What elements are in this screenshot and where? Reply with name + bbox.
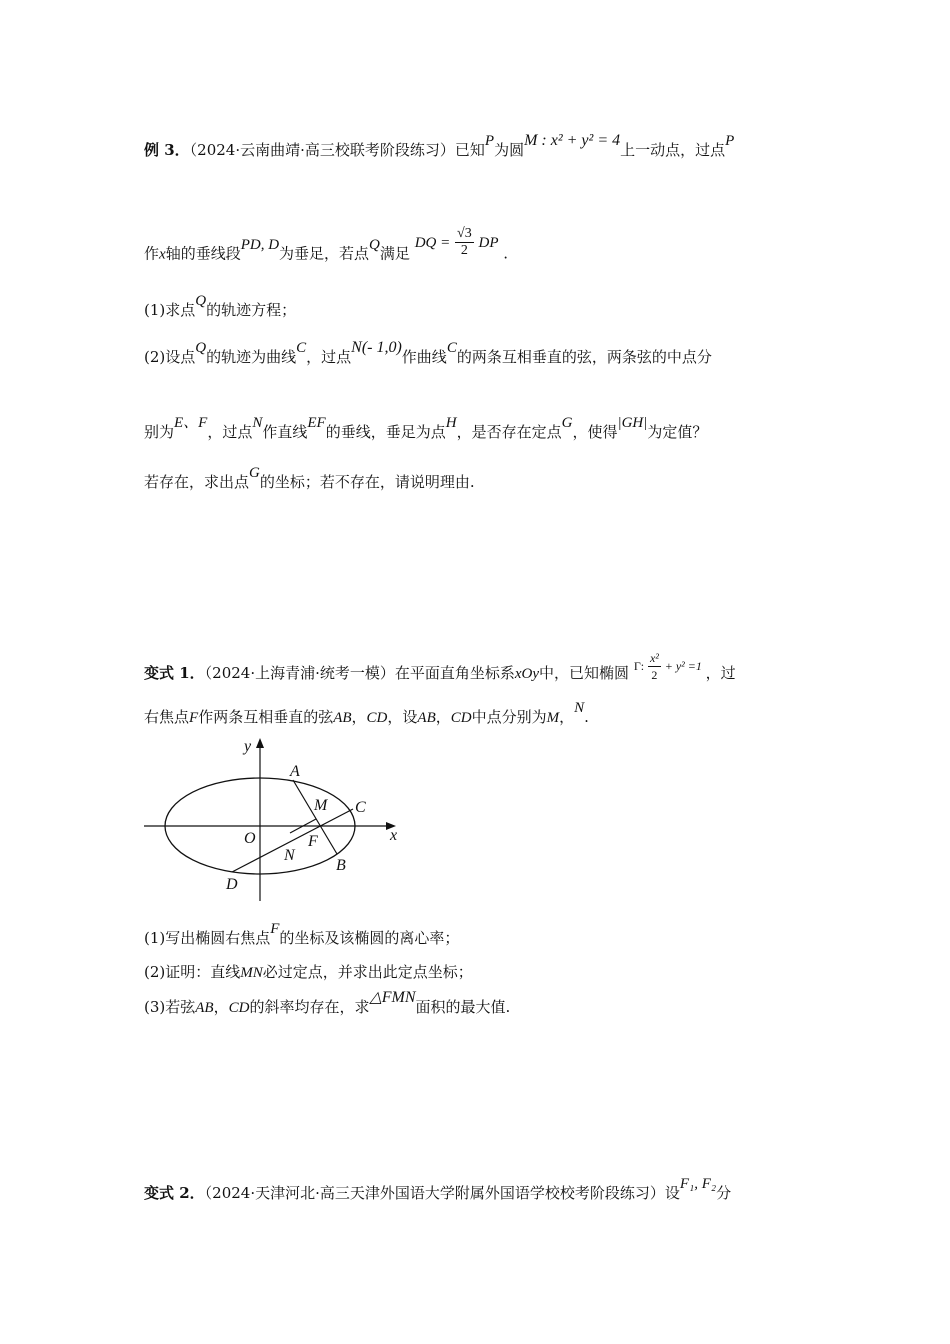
text: 的轨迹为曲线 — [206, 348, 297, 366]
text: 上一动点，过点 — [620, 141, 726, 159]
text: 分 — [716, 1184, 732, 1202]
text: (1)求点 — [144, 301, 196, 319]
text: 中点分别为 — [471, 708, 547, 726]
dq: DQ = — [414, 234, 451, 251]
abs-gh: |GH| — [617, 415, 648, 431]
chord-cd: CD — [366, 710, 388, 726]
equation-rest: + y² =1 — [664, 659, 702, 673]
denominator: 2 — [460, 243, 468, 258]
label-f: F — [308, 833, 318, 850]
foci-f1-f2: F₁, F₂ — [679, 1176, 717, 1192]
text: ，使得 — [572, 423, 618, 441]
var1-source: （2024·上海青浦·统考一模）在平面直角坐标系 — [204, 664, 515, 682]
label-a: A — [290, 763, 300, 780]
point-p: P — [725, 133, 735, 149]
text: ，是否存在定点 — [456, 423, 562, 441]
numerator: x² — [649, 651, 659, 665]
var1-line1 — [144, 651, 736, 691]
ex3-q2-line2 — [144, 415, 708, 443]
text: ， — [435, 708, 451, 726]
text: (2)设点 — [144, 348, 196, 366]
text: (3)若弦 — [144, 998, 196, 1016]
text: 为垂足，若点 — [279, 244, 370, 263]
ellipse-equation — [633, 651, 706, 682]
chord-cd: CD — [450, 710, 472, 726]
numerator: √3 — [457, 226, 472, 241]
text: ，设 — [387, 708, 418, 726]
text: ，过点 — [207, 423, 253, 441]
text: 的斜率均存在，求 — [249, 998, 370, 1016]
label-y: y — [244, 738, 252, 755]
var2-line1 — [144, 1176, 732, 1204]
label-o: O — [244, 830, 256, 847]
text: 作曲线 — [401, 348, 447, 366]
line-ef: EF — [307, 415, 326, 431]
text: . — [584, 708, 589, 726]
text: 的两条互相垂直的弦，两条弦的中点分 — [456, 348, 712, 366]
chord-ab: AB — [417, 710, 436, 726]
midpoint-n: N — [574, 700, 585, 716]
dq-equation — [414, 226, 504, 258]
gamma: Γ: — [633, 659, 645, 673]
var1-label: 变式 1． — [144, 664, 205, 682]
point-h: H — [445, 415, 457, 431]
y-axis-arrow — [256, 738, 264, 748]
text: 作 — [144, 244, 160, 263]
var-x: x — [159, 246, 166, 263]
text: ， — [213, 998, 229, 1016]
segment-pd: PD, D — [240, 236, 280, 253]
coord-system: xOy — [514, 666, 540, 682]
ex3-line1 — [144, 132, 735, 161]
label-x: x — [390, 827, 398, 844]
text: ， — [559, 708, 575, 726]
line-mn: MN — [240, 965, 263, 981]
text: 作两条互相垂直的弦 — [198, 708, 334, 726]
chord-cd: CD — [228, 1000, 250, 1016]
point-q: Q — [195, 293, 207, 309]
text: 的坐标及该椭圆的离心率； — [279, 929, 460, 947]
text: ，过点 — [306, 348, 352, 366]
point-p: P — [484, 133, 495, 149]
text: 右焦点 — [144, 708, 190, 726]
chord-ab: AB — [333, 710, 352, 726]
text: . — [503, 244, 509, 263]
text: 必过定点，并求出此定点坐标； — [262, 963, 473, 981]
text: 为圆 — [494, 141, 525, 159]
var2-source: （2024·天津河北·高三天津外国语大学附属外国语学校校考阶段练习）设 — [204, 1184, 680, 1202]
ex3-q2-line1 — [144, 339, 712, 368]
point-q: Q — [369, 236, 380, 253]
midpoint-m: M — [546, 710, 560, 726]
ex3-source: （2024·云南曲靖·高三校联考阶段练习）已知 — [189, 141, 485, 159]
label-b: B — [336, 857, 346, 874]
text: ， — [351, 708, 367, 726]
ex3-label: 例 3． — [144, 141, 190, 159]
point-n: N — [252, 415, 263, 431]
fraction — [648, 650, 661, 683]
label-c: C — [355, 799, 366, 816]
triangle-fmn: △FMN — [369, 989, 416, 1006]
point-n-coords: N(- 1,0) — [351, 339, 402, 356]
var2-label: 变式 2． — [144, 1184, 205, 1202]
text: ，过 — [705, 664, 736, 682]
circle-equation: M : x² + y² = 4 — [524, 132, 621, 149]
points-ef: E、F — [174, 415, 208, 431]
var1-q3 — [144, 989, 511, 1018]
var1-q1 — [144, 921, 460, 949]
var1-line2 — [144, 700, 589, 728]
text: 若存在，求出点 — [144, 473, 250, 491]
denominator: 2 — [651, 668, 658, 682]
label-m: M — [314, 797, 328, 814]
text: 的轨迹方程； — [206, 301, 297, 319]
text: 的坐标；若不存在，请说明理由. — [259, 473, 475, 491]
curve-c: C — [296, 340, 307, 356]
text: 的垂线，垂足为点 — [325, 423, 446, 441]
text: 面积的最大值. — [415, 998, 511, 1016]
ex3-q2-line3 — [144, 465, 475, 493]
text: 中，已知椭圆 — [539, 664, 630, 682]
focus-f: F — [189, 710, 199, 726]
point-g: G — [561, 415, 573, 431]
ex3-line2 — [144, 226, 509, 271]
point-g: G — [249, 465, 260, 481]
focus-f: F — [270, 921, 280, 937]
chord-ab: AB — [195, 1000, 214, 1016]
dp: DP — [478, 234, 499, 251]
var1-q2 — [144, 962, 473, 983]
text: 别为 — [144, 423, 175, 441]
text: 轴的垂线段 — [165, 244, 241, 263]
text: 作直线 — [262, 423, 308, 441]
curve-c: C — [446, 340, 457, 356]
ex3-q1 — [144, 293, 297, 321]
label-n: N — [284, 847, 295, 864]
ellipse-figure — [140, 736, 410, 906]
text: 为定值？ — [647, 423, 708, 441]
fraction — [455, 226, 474, 259]
point-q: Q — [195, 340, 207, 356]
text: (1)写出椭圆右焦点 — [144, 929, 271, 947]
text: (2)证明：直线 — [144, 963, 241, 981]
label-d: D — [226, 876, 238, 893]
text: 满足 — [379, 244, 410, 263]
